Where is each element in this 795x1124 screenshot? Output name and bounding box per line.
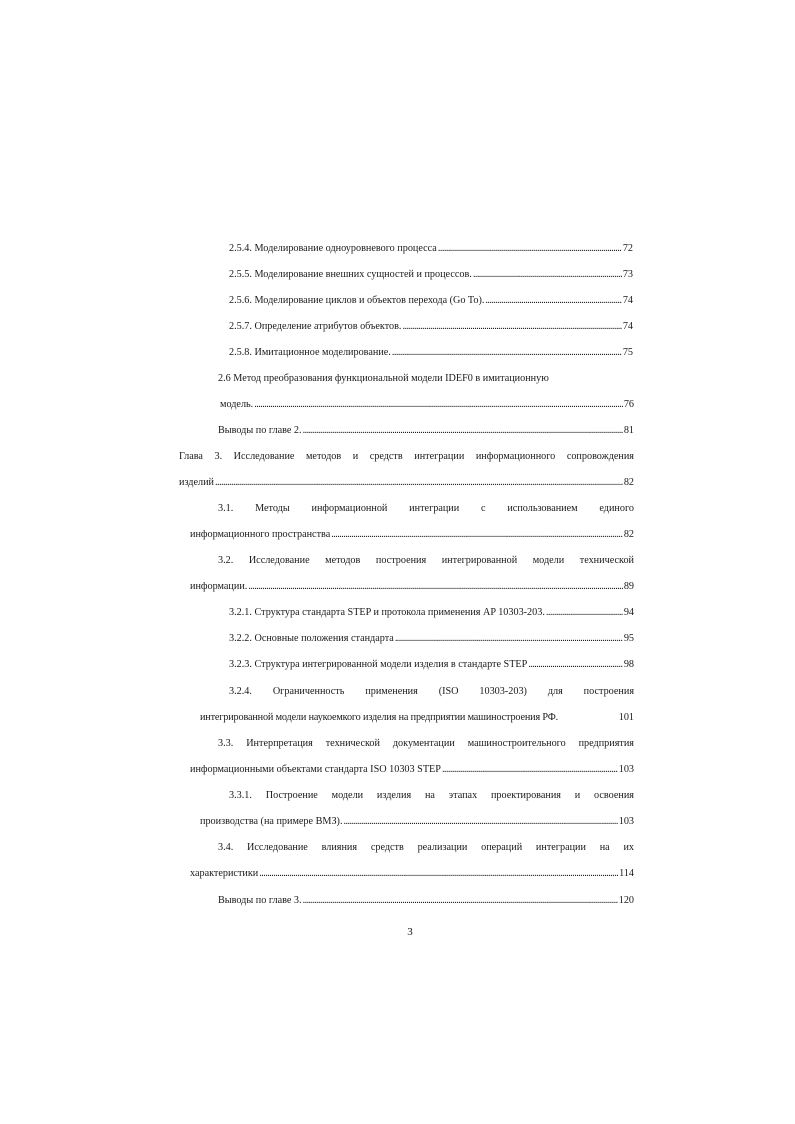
- leader-dots: [303, 424, 623, 437]
- toc-entry[interactable]: [200, 815, 634, 828]
- toc-entry[interactable]: [229, 242, 633, 255]
- leader-dots: [392, 346, 622, 359]
- toc-entry-title: модель.: [220, 399, 254, 410]
- toc-entry-line1[interactable]: [229, 685, 634, 698]
- toc-entry-title: Глава 3. Исследование методов и средств интеграции информационного сопровождения: [179, 451, 634, 462]
- toc-entry-title: 3.3.1. Построение модели изделия на этапах проектирования и освоения: [229, 790, 634, 801]
- toc-entry-line1[interactable]: [218, 737, 634, 750]
- toc-entry-title: 3.2.2. Основные положения стандарта: [229, 633, 394, 644]
- leader-dots: [395, 632, 623, 645]
- leader-dots: [248, 580, 622, 593]
- leader-dots: [438, 242, 622, 255]
- leader-dots: [485, 294, 621, 307]
- leader-dots: [254, 398, 623, 411]
- leader-dots: [442, 763, 618, 776]
- toc-entry-title: 3.1. Методы информационной интеграции с использованием единого: [218, 503, 634, 514]
- toc-entry-line1[interactable]: [179, 450, 634, 463]
- leader-dots: [331, 528, 623, 541]
- toc-entry-page: 120: [618, 895, 634, 906]
- leader-dots: [473, 268, 622, 281]
- toc-entry-title: информационного пространства: [190, 529, 331, 540]
- toc-entry-line1[interactable]: [229, 789, 634, 802]
- toc-entry-title: 3.2.4. Ограниченность применения (ISO 10303-203) для построения: [229, 686, 634, 697]
- leader-dots: [402, 320, 621, 333]
- toc-entry-page: 81: [623, 425, 634, 436]
- toc-entry-page: 98: [623, 659, 634, 670]
- toc-entry-page: 75: [622, 347, 633, 358]
- toc-entry-page: 94: [623, 607, 634, 618]
- toc-entry-title: Выводы по главе 2.: [218, 425, 302, 436]
- toc-entry-title: 3.4. Исследование влияния средств реализации операций интеграции на их: [218, 842, 634, 853]
- leader-dots: [303, 894, 618, 907]
- leader-dots: [215, 476, 623, 489]
- toc-entry-title: характеристики: [190, 868, 259, 879]
- toc-entry-page: 82: [623, 529, 634, 540]
- toc-entry-line1[interactable]: [218, 372, 549, 385]
- toc-entry[interactable]: [229, 320, 633, 333]
- toc-entry[interactable]: [229, 606, 634, 619]
- toc-entry-page: 74: [622, 295, 633, 306]
- toc-entry-title: интегрированной модели наукоемкого изделия на предприятии машиностроения РФ.: [200, 712, 559, 723]
- toc-entry-page: 76: [623, 399, 634, 410]
- leader-dots: [259, 867, 618, 880]
- leader-dots: [528, 658, 622, 671]
- leader-dots: [546, 606, 623, 619]
- toc-entry[interactable]: [190, 763, 634, 776]
- toc-entry-line1[interactable]: [218, 502, 634, 515]
- toc-entry-title: информационными объектами стандарта ISO 10303 STEP: [190, 764, 441, 775]
- toc-entry-title: 2.6 Метод преобразования функциональной модели IDEF0 в имитационную: [218, 373, 549, 384]
- toc-entry-title: Выводы по главе 3.: [218, 895, 302, 906]
- toc-entry-line1[interactable]: [218, 841, 634, 854]
- toc-entry-page: 114: [619, 868, 634, 879]
- toc-entry-title: информации.: [190, 581, 248, 592]
- toc-entry[interactable]: [229, 658, 634, 671]
- toc-entry[interactable]: [190, 867, 634, 880]
- toc-entry[interactable]: [218, 894, 634, 907]
- toc-entry-title: 2.5.4. Моделирование одноуровневого процесса: [229, 243, 437, 254]
- toc-entry[interactable]: [229, 632, 634, 645]
- toc-entry-page: 89: [623, 581, 634, 592]
- toc-entry-page: 103: [618, 816, 634, 827]
- toc-entry-title: производства (на примере ВМЗ).: [200, 816, 343, 827]
- toc-entry-title: 3.2. Исследование методов построения интегрированной модели технической: [218, 555, 634, 566]
- toc-entry-title: 3.2.3. Структура интегрированной модели изделия в стандарте STEP: [229, 659, 528, 670]
- toc-entry[interactable]: [190, 580, 634, 593]
- toc-entry[interactable]: [200, 711, 634, 724]
- toc-entry-page: 73: [622, 269, 633, 280]
- toc-entry-title: 2.5.6. Моделирование циклов и объектов перехода (Go To).: [229, 295, 485, 306]
- toc-entry-title: 3.2.1. Структура стандарта STEP и протокола применения AP 10303-203.: [229, 607, 545, 618]
- toc-entry-line1[interactable]: [218, 554, 634, 567]
- toc-entry[interactable]: [218, 424, 634, 437]
- toc-entry-page: 82: [623, 477, 634, 488]
- toc-entry-page: 72: [622, 243, 633, 254]
- toc-entry-page: 101: [618, 712, 634, 723]
- toc-entry-title: 2.5.8. Имитационное моделирование.: [229, 347, 391, 358]
- toc-entry-page: 95: [623, 633, 634, 644]
- toc-entry[interactable]: [229, 294, 633, 307]
- toc-entry[interactable]: [190, 528, 634, 541]
- toc-entry[interactable]: [229, 268, 633, 281]
- toc-entry[interactable]: [220, 398, 634, 411]
- toc-entry-page: 103: [618, 764, 634, 775]
- toc-entry[interactable]: [229, 346, 633, 359]
- leader-dots: [344, 815, 618, 828]
- toc-entry-title: 2.5.7. Определение атрибутов объектов.: [229, 321, 402, 332]
- toc-entry[interactable]: [179, 476, 634, 489]
- toc-entry-title: изделий: [179, 477, 214, 488]
- toc-entry-title: 2.5.5. Моделирование внешних сущностей и процессов.: [229, 269, 472, 280]
- page-number: 3: [407, 926, 413, 938]
- toc-entry-page: 74: [622, 321, 633, 332]
- toc-entry-title: 3.3. Интерпретация технической документации машиностроительного предприятия: [218, 738, 634, 749]
